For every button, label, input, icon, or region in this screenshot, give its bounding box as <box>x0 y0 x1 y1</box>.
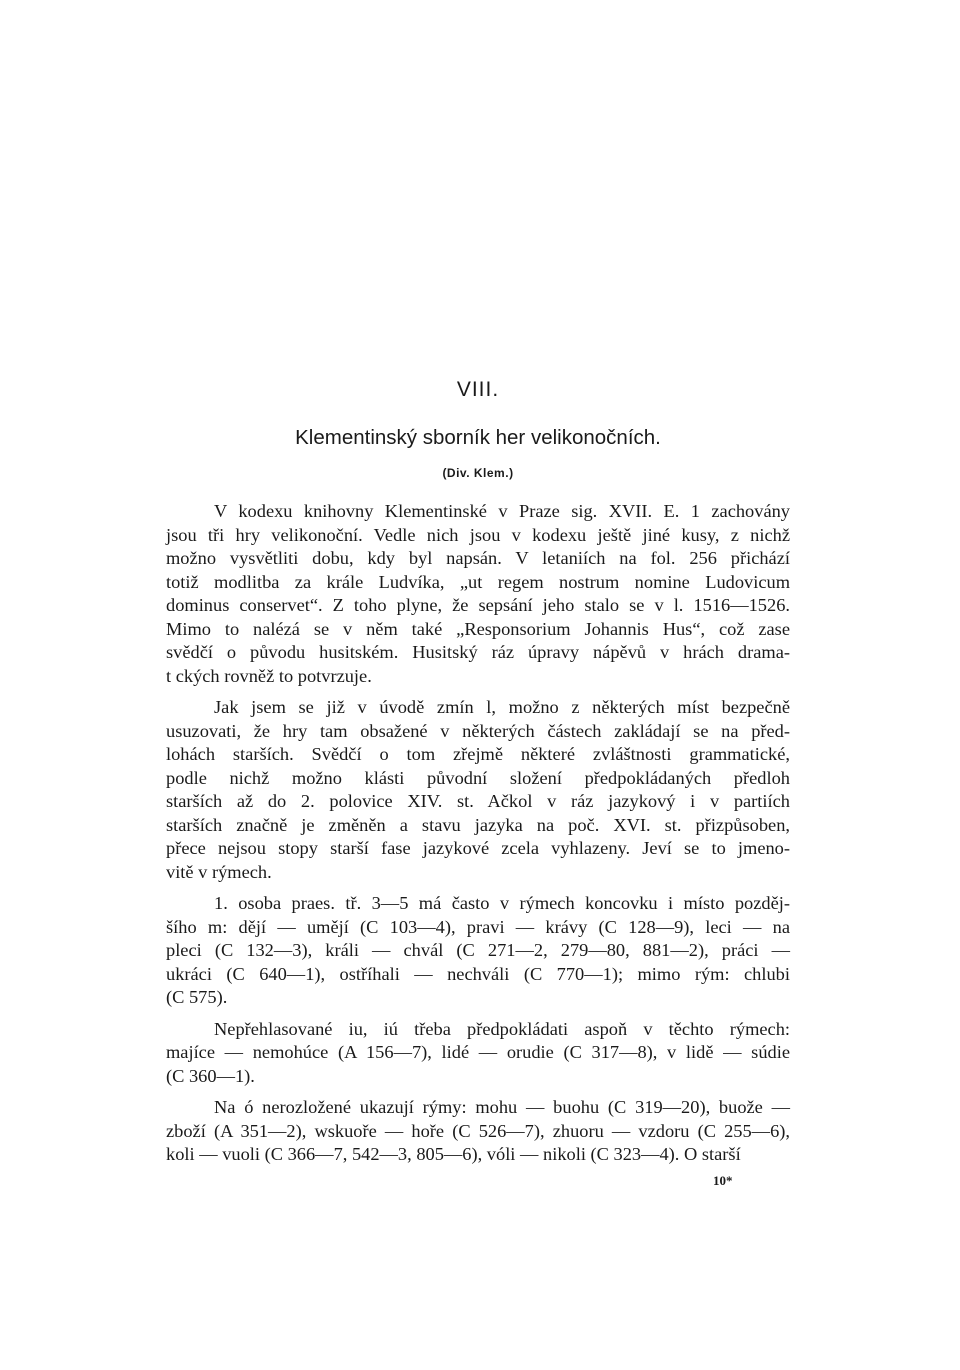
text-line: Nepřehlasované iu, iú třeba předpokládati aspoň v těchto rýmech: <box>214 1018 790 1039</box>
text-line: svědčí o původu husitském. Husitský ráz úpravy nápěvů v hrách drama- <box>166 642 790 662</box>
text-line: starších až do 2. polovice XIV. st. Ačkol v ráz jazykový i v partiích <box>166 791 790 811</box>
text-line: majíce — nemohúce (A 156—7), lidé — orudie (C 317—8), v lidě — súdie <box>166 1042 790 1062</box>
text-body <box>166 500 790 1167</box>
paragraph <box>166 696 790 884</box>
text-line: 1. osoba praes. tř. 3—5 má často v rýmech koncovku i místo pozděj- <box>214 893 790 913</box>
text-line: (C 360—1). <box>166 1065 255 1086</box>
paragraph <box>166 892 790 1010</box>
text-line: t ckých rovněž to potvrzuje. <box>166 665 372 686</box>
text-line: Na ó nerozložené ukazují rýmy: mohu — buohu (C 319—20), buože — <box>214 1097 790 1117</box>
chapter-title: Klementinský sborník her velikonočních. <box>295 426 661 449</box>
text-line: zboží (A 351—2), wskuoře — hoře (C 526—7), zhuoru — vzdoru (C 255—6), <box>166 1120 790 1141</box>
text-line: Jak jsem se již v úvodě zmín l, možno z některých míst bezpečně <box>214 697 790 717</box>
chapter-subtitle: (Div. Klem.) <box>442 466 514 480</box>
text-line: jsou tři hry velikonoční. Vedle nich jsou v kodexu ještě jiné kusy, z nichž <box>166 524 790 545</box>
text-line: koli — vuoli (C 366—7, 542—3, 805—6), vóli — nikoli (C 323—4). O starší <box>166 1144 741 1164</box>
text-line: V kodexu knihovny Klementinské v Praze sig. XVII. E. 1 zachovány <box>214 501 790 521</box>
chapter-number: VIII. <box>456 378 500 401</box>
text-line: přece nejsou stopy starší fase jazykové zcela vyhlazeny. Jeví se to jmeno- <box>166 838 790 858</box>
text-line: (C 575). <box>166 987 228 1007</box>
text-line: vitě v rýmech. <box>166 861 272 882</box>
text-line: šího m: dějí — umějí (C 103—4), pravi — krávy (C 128—9), leci — na <box>166 916 790 937</box>
text-line: ukráci (C 640—1), ostříhali — nechváli (C 770—1); mimo rým: chlubi <box>166 963 790 984</box>
text-line: možno vysvětliti dobu, kdy byl napsán. V letaniích na fol. 256 přichází <box>166 548 790 568</box>
text-line: dominus conservet“. Z toho plyne, že sepsání jeho stalo se v l. 1516—1526. <box>166 595 790 615</box>
paragraph <box>166 1018 790 1089</box>
text-line: Mimo to nalézá se v něm také „Responsorium Johannis Hus“, což zase <box>166 618 790 639</box>
text-line: podle nichž možno klásti původní složení předpokládaných předloh <box>166 767 790 788</box>
text-line: pleci (C 132—3), králi — chvál (C 271—2, 279—80, 881—2), práci — <box>166 940 790 960</box>
paragraph <box>166 1096 790 1167</box>
text-line: starších značně je změněn a stavu jazyka na poč. XVI. st. přizpůsoben, <box>166 814 790 835</box>
signature-mark: 10* <box>713 1173 733 1188</box>
text-line: usuzovati, že hry tam obsažené v některých částech zakládají se na před- <box>166 720 790 741</box>
text-line: lohách starších. Svědčí o tom zřejmě některé zvláštnosti grammatické, <box>166 744 790 764</box>
text-line: totiž modlitba za krále Ludvíka, „ut regem nostrum nomine Ludovicum <box>166 571 790 592</box>
page-body <box>166 378 790 1175</box>
paragraph <box>166 500 790 688</box>
